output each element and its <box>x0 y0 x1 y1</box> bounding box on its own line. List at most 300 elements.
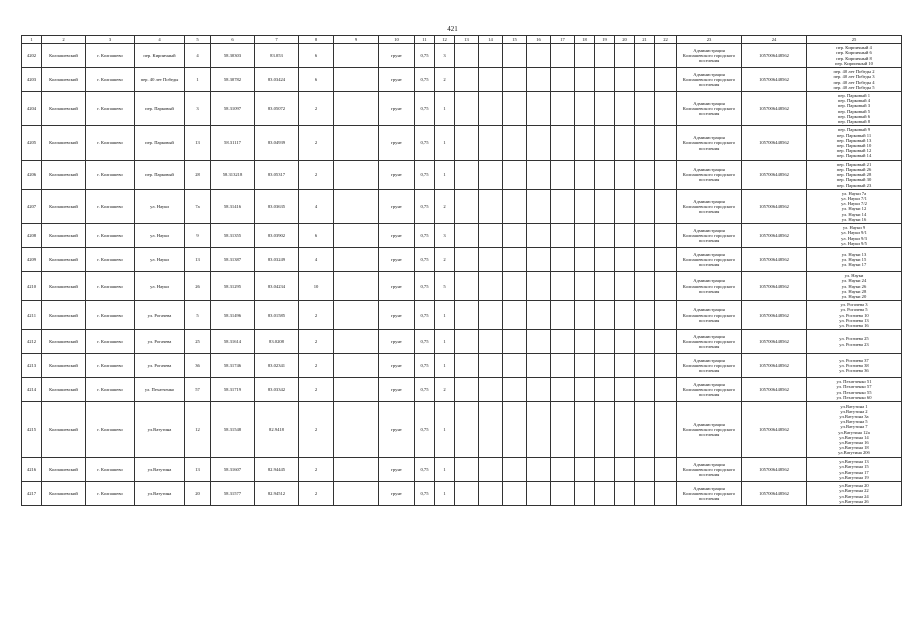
served-address: пер. Кирпичный 6 <box>836 50 872 56</box>
volume-cell: 0,75 <box>415 330 435 354</box>
ogrn-cell: 1057006448562 <box>742 92 807 126</box>
area-cell: 6 <box>299 44 334 68</box>
settlement-cell: г. Колпашево <box>86 68 135 92</box>
settlement-cell: г. Колпашево <box>86 272 135 301</box>
ogrn-cell: 1057006448562 <box>742 189 807 223</box>
container-count-cell: 1 <box>435 301 455 330</box>
house-cell: 13 <box>185 126 211 160</box>
organization-cell: Администрация Колпашевского городского поселения <box>677 378 742 402</box>
street-cell: ул.Ватутина <box>135 458 185 482</box>
volume-cell: 0,75 <box>415 68 435 92</box>
empty-cell <box>527 301 551 330</box>
served-address: пер. Парковый 23 <box>836 182 872 188</box>
empty-cell <box>527 92 551 126</box>
empty-cell <box>551 378 575 402</box>
served-address: ул. Пехатченко 51 <box>836 379 872 385</box>
house-cell: 3 <box>185 92 211 126</box>
empty-cell <box>334 402 379 458</box>
column-number: 5 <box>185 36 211 44</box>
column-number: 4 <box>135 36 185 44</box>
street-cell: ул. Науки <box>135 248 185 272</box>
house-cell: 26 <box>185 272 211 301</box>
column-number: 20 <box>615 36 635 44</box>
empty-cell <box>334 68 379 92</box>
district-cell: Колпашевский <box>42 482 86 506</box>
latitude-cell: 58.313218 <box>211 160 255 189</box>
empty-cell <box>551 248 575 272</box>
served-addresses-cell <box>807 378 902 402</box>
empty-cell <box>635 354 655 378</box>
empty-cell <box>635 189 655 223</box>
empty-cell <box>503 301 527 330</box>
longitude-cell: 82.94445 <box>255 458 299 482</box>
empty-cell <box>655 272 677 301</box>
street-cell: ул. Рогачева <box>135 354 185 378</box>
surface-cell: грунт <box>379 126 415 160</box>
empty-cell <box>595 160 615 189</box>
empty-cell <box>615 248 635 272</box>
ogrn-cell: 1057006448562 <box>742 126 807 160</box>
volume-cell: 0,75 <box>415 189 435 223</box>
district-cell: Колпашевский <box>42 224 86 248</box>
served-addresses-cell <box>807 68 902 92</box>
empty-cell <box>551 402 575 458</box>
empty-cell <box>551 330 575 354</box>
house-cell: 13 <box>185 248 211 272</box>
empty-cell <box>635 160 655 189</box>
empty-cell <box>615 301 635 330</box>
served-address: пер. 40 лет Победы 3 <box>833 74 875 80</box>
street-cell: ул. Науки <box>135 272 185 301</box>
street-cell: пер. Парковый <box>135 92 185 126</box>
empty-cell <box>479 272 503 301</box>
house-cell: 28 <box>185 160 211 189</box>
empty-cell <box>575 402 595 458</box>
empty-cell <box>479 189 503 223</box>
empty-cell <box>615 126 635 160</box>
area-cell: 2 <box>299 458 334 482</box>
served-address: пер. Парковый 13 <box>836 137 872 143</box>
column-number: 22 <box>655 36 677 44</box>
latitude-cell: 58.31548 <box>211 402 255 458</box>
empty-cell <box>595 68 615 92</box>
organization-cell: Администрация Колпашевского городского поселения <box>677 482 742 506</box>
longitude-cell: 83.05317 <box>255 160 299 189</box>
empty-cell <box>334 44 379 68</box>
table-row <box>22 92 902 126</box>
empty-cell <box>334 458 379 482</box>
house-cell: 20 <box>185 482 211 506</box>
ogrn-cell: 1057006448562 <box>742 301 807 330</box>
empty-cell <box>455 301 479 330</box>
container-count-cell: 1 <box>435 458 455 482</box>
served-address: ул.Ватутина 17 <box>839 469 869 475</box>
empty-cell <box>503 68 527 92</box>
settlement-cell: г. Колпашево <box>86 482 135 506</box>
empty-cell <box>615 378 635 402</box>
empty-cell <box>551 68 575 92</box>
organization-cell: Администрация Колпашевского городского поселения <box>677 354 742 378</box>
house-cell: 25 <box>185 330 211 354</box>
street-cell: ул. Пехатченко <box>135 378 185 402</box>
served-address: пер. Парковый 6 <box>837 113 871 119</box>
column-number-row <box>22 36 902 44</box>
container-count-cell: 1 <box>435 92 455 126</box>
empty-cell <box>503 482 527 506</box>
container-count-cell: 1 <box>435 160 455 189</box>
empty-cell <box>455 160 479 189</box>
served-address: ул. Рогачева 25 <box>839 336 869 342</box>
served-address: пер. Кирпичный 10 <box>835 60 873 66</box>
empty-cell <box>551 126 575 160</box>
empty-cell <box>479 68 503 92</box>
served-address: ул.Ватутина 16 <box>839 440 869 446</box>
surface-cell: грунт <box>379 378 415 402</box>
served-address: ул. Науки 20 <box>841 293 867 299</box>
surface-cell: грунт <box>379 248 415 272</box>
served-address: пер. Парковый 4 <box>837 98 871 104</box>
table-row <box>22 272 902 301</box>
column-number: 3 <box>86 36 135 44</box>
served-addresses-cell <box>807 126 902 160</box>
house-cell: 12 <box>185 402 211 458</box>
ogrn-cell: 1057006448562 <box>742 160 807 189</box>
empty-cell <box>655 248 677 272</box>
longitude-cell: 83.03902 <box>255 224 299 248</box>
ogrn-cell: 1057006448562 <box>742 402 807 458</box>
empty-cell <box>455 354 479 378</box>
volume-cell: 0,75 <box>415 248 435 272</box>
empty-cell <box>527 402 551 458</box>
column-number: 16 <box>527 36 551 44</box>
empty-cell <box>615 402 635 458</box>
container-count-cell: 2 <box>435 248 455 272</box>
empty-cell <box>575 44 595 68</box>
empty-cell <box>615 160 635 189</box>
served-address: пер. Кирпичный 4 <box>836 45 872 51</box>
area-cell: 2 <box>299 402 334 458</box>
table-row <box>22 189 902 223</box>
empty-cell <box>503 126 527 160</box>
empty-cell <box>615 189 635 223</box>
column-number: 13 <box>455 36 479 44</box>
served-address: пер. Парковый 28 <box>836 172 872 178</box>
served-address: ул. Рогачева 23 <box>839 341 869 347</box>
empty-cell <box>635 126 655 160</box>
container-count-cell: 1 <box>435 354 455 378</box>
longitude-cell: 83.01585 <box>255 301 299 330</box>
served-address: пер. Парковый 9 <box>837 127 871 133</box>
container-count-cell: 1 <box>435 482 455 506</box>
empty-cell <box>503 92 527 126</box>
column-number: 21 <box>635 36 655 44</box>
served-address: пер. Кирпичный 8 <box>836 55 872 61</box>
row-number: 4217 <box>22 482 42 506</box>
served-address: ул.Ватутина 20 <box>839 483 869 489</box>
served-addresses-cell <box>807 402 902 458</box>
empty-cell <box>575 482 595 506</box>
empty-cell <box>479 160 503 189</box>
empty-cell <box>615 44 635 68</box>
empty-cell <box>615 354 635 378</box>
district-cell: Колпашевский <box>42 402 86 458</box>
longitude-cell: 83.04939 <box>255 126 299 160</box>
served-address: ул. Науки 12 <box>841 206 867 212</box>
longitude-cell: 83.03424 <box>255 68 299 92</box>
empty-cell <box>655 44 677 68</box>
served-addresses-cell <box>807 44 902 68</box>
empty-cell <box>615 482 635 506</box>
house-cell: 36 <box>185 354 211 378</box>
served-address: ул.Ватутина 1 <box>840 403 868 409</box>
settlement-cell: г. Колпашево <box>86 160 135 189</box>
ogrn-cell: 1057006448562 <box>742 482 807 506</box>
table-row <box>22 44 902 68</box>
empty-cell <box>635 68 655 92</box>
latitude-cell: 58.31496 <box>211 301 255 330</box>
longitude-cell: 83.04234 <box>255 272 299 301</box>
served-address: ул. Науки 9/5 <box>841 240 867 246</box>
column-number: 17 <box>551 36 575 44</box>
latitude-cell: 58.30782 <box>211 68 255 92</box>
empty-cell <box>479 330 503 354</box>
settlement-cell: г. Колпашево <box>86 301 135 330</box>
organization-cell: Администрация Колпашевского городского поселения <box>677 301 742 330</box>
empty-cell <box>595 354 615 378</box>
served-address: ул. Науки 9 <box>842 225 866 231</box>
empty-cell <box>595 482 615 506</box>
empty-cell <box>551 92 575 126</box>
longitude-cell: 83.03342 <box>255 378 299 402</box>
served-address: ул.Ватутина 14 <box>839 434 869 440</box>
empty-cell <box>503 378 527 402</box>
empty-cell <box>595 402 615 458</box>
empty-cell <box>479 301 503 330</box>
area-cell: 10 <box>299 272 334 301</box>
served-address: ул.Ватутина 18 <box>839 445 869 451</box>
latitude-cell: 58.31295 <box>211 272 255 301</box>
empty-cell <box>551 44 575 68</box>
empty-cell <box>575 224 595 248</box>
longitude-cell: 83.02341 <box>255 354 299 378</box>
settlement-cell: г. Колпашево <box>86 330 135 354</box>
empty-cell <box>527 68 551 92</box>
table-row <box>22 160 902 189</box>
ogrn-cell: 1057006448562 <box>742 68 807 92</box>
surface-cell: грунт <box>379 160 415 189</box>
empty-cell <box>334 301 379 330</box>
served-address: ул. Пехатченко 60 <box>836 394 872 400</box>
empty-cell <box>635 272 655 301</box>
empty-cell <box>551 189 575 223</box>
empty-cell <box>575 272 595 301</box>
area-cell: 6 <box>299 224 334 248</box>
empty-cell <box>615 272 635 301</box>
ogrn-cell: 1057006448562 <box>742 224 807 248</box>
empty-cell <box>635 44 655 68</box>
empty-cell <box>455 458 479 482</box>
served-address: ул. Рогачева 36 <box>839 368 869 374</box>
served-address: пер. Парковый 21 <box>836 161 872 167</box>
street-cell: ул. Рогачева <box>135 330 185 354</box>
row-number: 4203 <box>22 68 42 92</box>
served-address: ул. Науки 15 <box>841 257 867 263</box>
volume-cell: 0,75 <box>415 378 435 402</box>
organization-cell: Администрация Колпашевского городского поселения <box>677 248 742 272</box>
empty-cell <box>503 354 527 378</box>
empty-cell <box>527 126 551 160</box>
longitude-cell: 82.94512 <box>255 482 299 506</box>
empty-cell <box>503 330 527 354</box>
empty-cell <box>334 354 379 378</box>
house-cell: 9 <box>185 224 211 248</box>
column-number: 18 <box>575 36 595 44</box>
empty-cell <box>479 354 503 378</box>
empty-cell <box>655 160 677 189</box>
house-cell: 57 <box>185 378 211 402</box>
served-address: ул.Ватутина 7 <box>840 424 868 430</box>
empty-cell <box>455 68 479 92</box>
street-cell: пер. Парковый <box>135 160 185 189</box>
district-cell: Колпашевский <box>42 68 86 92</box>
surface-cell: грунт <box>379 68 415 92</box>
volume-cell: 0,75 <box>415 354 435 378</box>
organization-cell: Администрация Колпашевского городского поселения <box>677 68 742 92</box>
empty-cell <box>334 126 379 160</box>
empty-cell <box>479 92 503 126</box>
street-cell: пер. Парковый <box>135 126 185 160</box>
latitude-cell: 58.31746 <box>211 354 255 378</box>
empty-cell <box>479 378 503 402</box>
served-addresses-cell <box>807 92 902 126</box>
row-number: 4211 <box>22 301 42 330</box>
empty-cell <box>455 482 479 506</box>
served-addresses-cell <box>807 354 902 378</box>
column-number: 12 <box>435 36 455 44</box>
empty-cell <box>527 378 551 402</box>
served-address: ул. Рогачева 3 <box>840 302 868 308</box>
surface-cell: грунт <box>379 224 415 248</box>
empty-cell <box>527 330 551 354</box>
house-cell: 7а <box>185 189 211 223</box>
served-addresses-cell <box>807 272 902 301</box>
empty-cell <box>595 301 615 330</box>
ogrn-cell: 1057006448562 <box>742 378 807 402</box>
organization-cell: Администрация Колпашевского городского поселения <box>677 160 742 189</box>
served-address: ул.Ватутина 26 <box>839 498 869 504</box>
empty-cell <box>655 458 677 482</box>
empty-cell <box>503 272 527 301</box>
volume-cell: 0,75 <box>415 272 435 301</box>
empty-cell <box>635 330 655 354</box>
served-address: пер. 40 лет Победы 5 <box>833 84 875 90</box>
empty-cell <box>655 68 677 92</box>
table-row <box>22 68 902 92</box>
table-row <box>22 458 902 482</box>
ogrn-cell: 1057006448562 <box>742 458 807 482</box>
house-cell: 1 <box>185 68 211 92</box>
street-cell: ул.Ватутина <box>135 482 185 506</box>
empty-cell <box>595 378 615 402</box>
empty-cell <box>334 378 379 402</box>
volume-cell: 0,75 <box>415 402 435 458</box>
latitude-cell: 58.31117 <box>211 126 255 160</box>
empty-cell <box>615 92 635 126</box>
column-number: 23 <box>677 36 742 44</box>
container-count-cell: 1 <box>435 402 455 458</box>
empty-cell <box>527 248 551 272</box>
settlement-cell: г. Колпашево <box>86 458 135 482</box>
volume-cell: 0,75 <box>415 458 435 482</box>
settlement-cell: г. Колпашево <box>86 378 135 402</box>
surface-cell: грунт <box>379 301 415 330</box>
latitude-cell: 58.31355 <box>211 224 255 248</box>
empty-cell <box>455 272 479 301</box>
served-address: ул. Науки 7/1 <box>841 196 867 202</box>
settlement-cell: г. Колпашево <box>86 44 135 68</box>
empty-cell <box>455 126 479 160</box>
empty-cell <box>455 402 479 458</box>
settlement-cell: г. Колпашево <box>86 189 135 223</box>
row-number: 4204 <box>22 92 42 126</box>
empty-cell <box>455 92 479 126</box>
street-cell: ул. Науки <box>135 224 185 248</box>
house-cell: 13 <box>185 458 211 482</box>
district-cell: Колпашевский <box>42 44 86 68</box>
empty-cell <box>635 402 655 458</box>
table-row <box>22 482 902 506</box>
page-number: 421 <box>447 25 458 33</box>
empty-cell <box>575 126 595 160</box>
empty-cell <box>655 378 677 402</box>
empty-cell <box>595 224 615 248</box>
served-address: ул. Рогачева 37 <box>839 357 869 363</box>
settlement-cell: г. Колпашево <box>86 402 135 458</box>
empty-cell <box>455 189 479 223</box>
empty-cell <box>575 378 595 402</box>
container-count-cell: 3 <box>435 44 455 68</box>
empty-cell <box>334 189 379 223</box>
served-address: ул.Ватутина 12а <box>838 429 870 435</box>
empty-cell <box>575 354 595 378</box>
empty-cell <box>575 301 595 330</box>
empty-cell <box>479 482 503 506</box>
empty-cell <box>503 189 527 223</box>
area-cell: 2 <box>299 330 334 354</box>
longitude-cell: 83.03635 <box>255 189 299 223</box>
served-addresses-cell <box>807 248 902 272</box>
served-addresses-cell <box>807 458 902 482</box>
district-cell: Колпашевский <box>42 354 86 378</box>
table-row <box>22 378 902 402</box>
served-address: пер. Парковый 5 <box>837 108 871 114</box>
empty-cell <box>575 330 595 354</box>
empty-cell <box>595 44 615 68</box>
organization-cell: Администрация Колпашевского городского поселения <box>677 44 742 68</box>
settlement-cell: г. Колпашево <box>86 248 135 272</box>
district-cell: Колпашевский <box>42 301 86 330</box>
column-number: 25 <box>807 36 902 44</box>
empty-cell <box>551 301 575 330</box>
empty-cell <box>455 224 479 248</box>
empty-cell <box>503 44 527 68</box>
empty-cell <box>551 458 575 482</box>
empty-cell <box>655 354 677 378</box>
served-address: ул. Науки <box>844 273 864 279</box>
organization-cell: Администрация Колпашевского городского поселения <box>677 92 742 126</box>
served-address: ул.Ватутина 24 <box>839 493 869 499</box>
empty-cell <box>595 126 615 160</box>
